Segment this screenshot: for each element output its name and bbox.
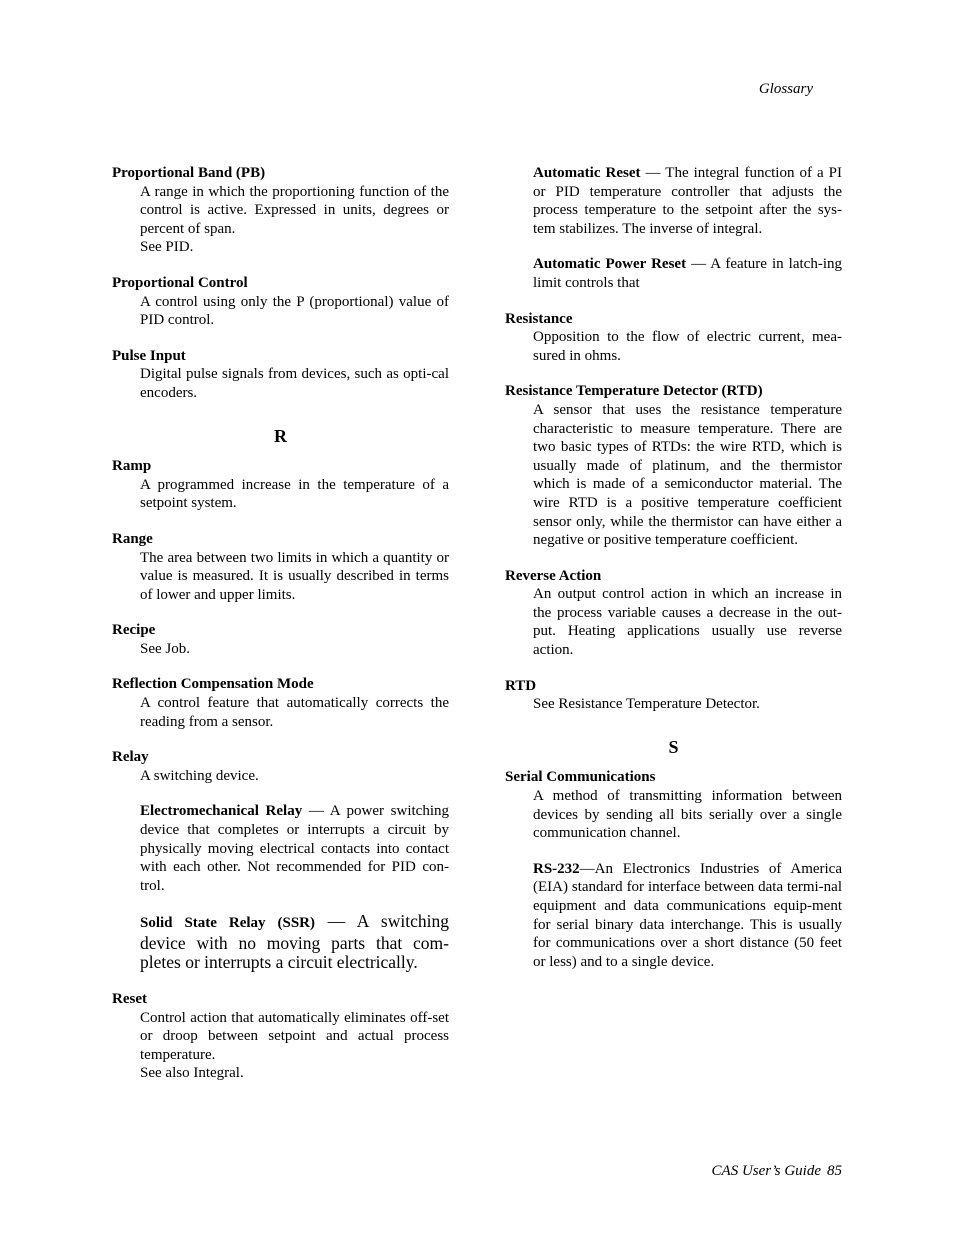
entry-serial-communications <box>505 768 842 971</box>
entry-relay <box>112 748 449 973</box>
subterm: Automatic Reset <box>533 165 641 181</box>
entry-proportional-band <box>112 164 449 257</box>
term: Proportional Band (PB) <box>112 165 266 181</box>
page-number: 85 <box>827 1163 842 1179</box>
entry-ramp <box>112 457 449 513</box>
definition: A sensor that uses the resistance temperature characteristic to measure temperature. There are two basic types of RTDs: the wire RTD, which is usually made of platinum, and the thermistor which is made of a semiconductor material. The wire RTD is a positive temperature coefficient sensor only, while the thermistor can have either a negative or positive temperature coefficient. <box>533 401 842 549</box>
section-letter-s: S <box>668 736 679 757</box>
entry-reverse-action <box>505 567 842 660</box>
subdefinition: — A power switching device that completes or interrupts a circuit by physically moving electrical contacts into contact with each other. Not recommended for PID con-trol. <box>140 803 449 894</box>
term: Serial Communications <box>505 769 656 786</box>
definition: A range in which the proportioning function of the control is active. Expressed in units, degrees or percent of span. <box>140 183 449 237</box>
term: Reflection Compensation Mode <box>112 676 314 693</box>
right-column <box>505 164 842 988</box>
definition: A programmed increase in the temperature of a setpoint system. <box>140 476 449 512</box>
definition: A control feature that automatically corrects the reading from a sensor. <box>140 695 449 730</box>
entry-reset <box>112 990 449 1083</box>
definition: A method of transmitting information between devices by sending all bits serially over a single communication channel. <box>533 788 842 842</box>
entry-rtd <box>505 677 842 714</box>
entry-reflection-compensation-mode <box>112 675 449 731</box>
footer-title: CAS User’s Guide <box>711 1163 821 1179</box>
subentry-automatic-reset <box>533 164 842 238</box>
term: Relay <box>112 749 149 766</box>
definition: Opposition to the flow of electric current, mea-sured in ohms. <box>533 329 842 364</box>
definition: A control using only the P (proportional) value of PID control. <box>140 293 449 329</box>
term: Ramp <box>112 458 152 475</box>
subentry-electromechanical-relay <box>140 802 449 895</box>
term: Range <box>112 530 153 547</box>
subdefinition: — A feature in latch-ing limit controls that <box>533 256 842 291</box>
entry-proportional-control <box>112 274 449 330</box>
definition: Digital pulse signals from devices, such as opti-cal encoders. <box>140 366 449 401</box>
subdefinition: — A switching device with no moving parts that com-pletes or interrupts a circuit electrically. <box>140 911 449 973</box>
entry-resistance-temperature-detector <box>505 382 842 549</box>
entry-range <box>112 530 449 604</box>
definition: A switching device. <box>140 767 259 784</box>
left-column <box>112 164 449 1100</box>
definition: Control action that automatically eliminates off-set or droop between setpoint and actual process temperature. <box>140 1009 449 1063</box>
subdefinition: —An Electronics Industries of America (EIA) standard for interface between data termi-nal equipment and data communications equip-ment for serial binary data interchange. This is usually for communications over a short distance (50 feet or less) and to a single device. <box>533 860 842 970</box>
subentry-automatic-power-reset <box>533 255 842 292</box>
section-letter-r: R <box>274 425 287 446</box>
subdefinition: — The integral function of a PI or PID temperature controller that adjusts the process temperature to the setpoint after the sys-tem stabilizes. The inverse of integral. <box>533 165 843 237</box>
entry-resistance <box>505 310 842 366</box>
term: Resistance Temperature Detector (RTD) <box>505 383 763 400</box>
subterm: Solid State Relay (SSR) <box>140 915 316 932</box>
definition: See Resistance Temperature Detector. <box>533 696 760 713</box>
running-footer <box>712 1162 842 1181</box>
term: Pulse Input <box>112 347 186 364</box>
running-header: Glossary <box>758 81 813 97</box>
definition: An output control action in which an increase in the process variable causes a decrease in the out-put. Heating applications usually use reverse action. <box>533 586 842 659</box>
see-reference: See PID. <box>140 239 194 256</box>
term: Proportional Control <box>112 274 248 291</box>
term: Reverse Action <box>505 567 602 584</box>
entry-pulse-input <box>112 347 449 403</box>
definition: See Job. <box>140 640 190 657</box>
subentry-solid-state-relay <box>140 912 449 973</box>
term: RTD <box>505 677 537 694</box>
definition: The area between two limits in which a quantity or value is measured. It is usually described in terms of lower and upper limits. <box>140 549 449 603</box>
entry-recipe <box>112 621 449 658</box>
subentry-rs-232 <box>533 860 842 972</box>
subterm: Automatic Power Reset <box>533 256 687 273</box>
term: Reset <box>112 990 147 1007</box>
term: Resistance <box>505 310 573 327</box>
see-reference: See also Integral. <box>140 1065 244 1082</box>
subterm: Electromechanical Relay <box>140 803 303 820</box>
term: Recipe <box>112 622 156 639</box>
subterm: RS-232 <box>533 860 580 877</box>
